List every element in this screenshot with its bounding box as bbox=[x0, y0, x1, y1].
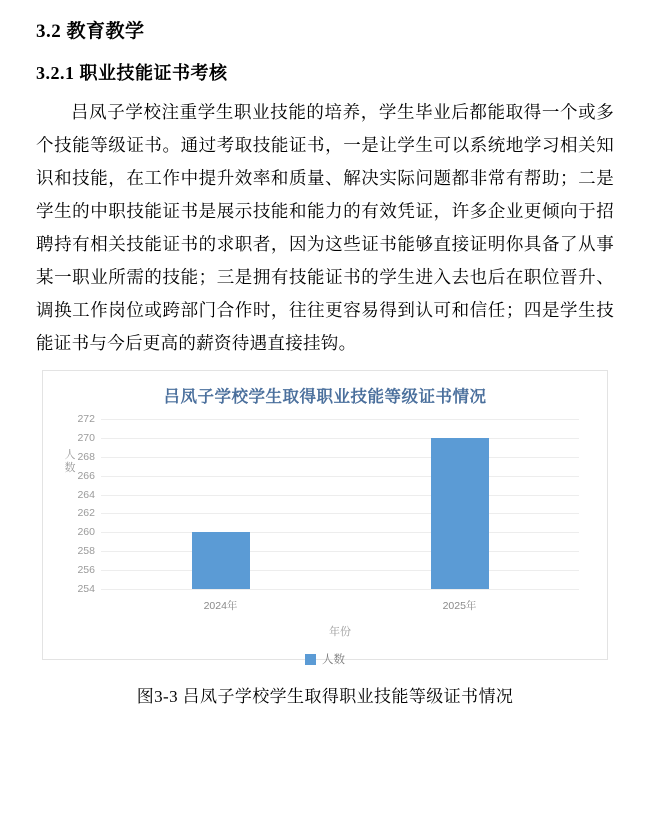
chart-y-tick-label: 268 bbox=[77, 450, 95, 463]
chart-y-tick-label: 254 bbox=[77, 583, 95, 595]
chart-gridline bbox=[77, 488, 579, 501]
chart-gridline bbox=[77, 564, 579, 577]
chart-y-tick-label: 262 bbox=[77, 507, 95, 520]
chart-gridline bbox=[77, 545, 579, 558]
chart-y-axis-title: 人数 bbox=[64, 449, 76, 474]
chart-gridline bbox=[77, 431, 579, 444]
chart-y-tick-label: 256 bbox=[77, 564, 95, 577]
chart-y-tick-label: 272 bbox=[77, 413, 95, 425]
chart-gridline bbox=[77, 507, 579, 520]
chart-y-tick-label: 260 bbox=[77, 526, 95, 539]
subsection-heading: 3.2.1 职业技能证书考核 bbox=[36, 63, 228, 83]
body-paragraph: 吕凤子学校注重学生职业技能的培养，学生毕业后都能取得一个或多个技能等级证书。通过考取技能证书，一是让学生可以系统地学习相关知识和技能，在工作中提升效率和质量、解决实际问题都非常有帮助；二是学生的中职技能证书是展示技能和能力的有效凭证，许多企业更倾向于招聘持有相关技能证书的求职者，因为这些证书能够直接证明你具备了从事某一职业所需的技能；三是拥有技能证书的学生进入去也后在职位晋升、调换工作岗位或跨部门合作时，往往更容易得到认可和信任；四是学生技能证书与今后更高的薪资待遇直接挂钩。 bbox=[36, 102, 614, 353]
chart-plot-area bbox=[43, 411, 607, 666]
legend-label: 人数 bbox=[322, 654, 345, 666]
chart-bar bbox=[192, 532, 250, 589]
chart-x-axis-title: 年份 bbox=[329, 626, 351, 638]
chart-title: 吕凤子学校学生取得职业技能等级证书情况 bbox=[163, 388, 487, 406]
section-heading: 3.2 教育教学 bbox=[36, 21, 145, 42]
chart-container bbox=[42, 370, 608, 666]
chart-x-tick-label: 2025年 bbox=[442, 600, 477, 612]
chart-plot bbox=[77, 413, 579, 612]
chart-bar bbox=[431, 438, 489, 589]
chart-y-tick-label: 270 bbox=[77, 431, 95, 444]
figure-caption: 图3-3 吕凤子学校学生取得职业技能等级证书情况 bbox=[136, 687, 514, 706]
chart-legend bbox=[43, 651, 607, 667]
chart-gridline bbox=[77, 469, 579, 482]
chart-gridline bbox=[77, 526, 579, 539]
chart-gridline bbox=[77, 413, 579, 425]
legend-swatch-icon bbox=[305, 654, 316, 665]
chart-x-tick-label: 2024年 bbox=[203, 600, 238, 612]
chart-y-tick-label: 266 bbox=[77, 469, 95, 482]
chart-gridline bbox=[77, 583, 579, 595]
chart-gridline bbox=[77, 450, 579, 463]
chart-y-tick-label: 264 bbox=[77, 488, 95, 501]
chart-y-tick-label: 258 bbox=[77, 545, 95, 558]
figure-chart bbox=[36, 370, 614, 707]
